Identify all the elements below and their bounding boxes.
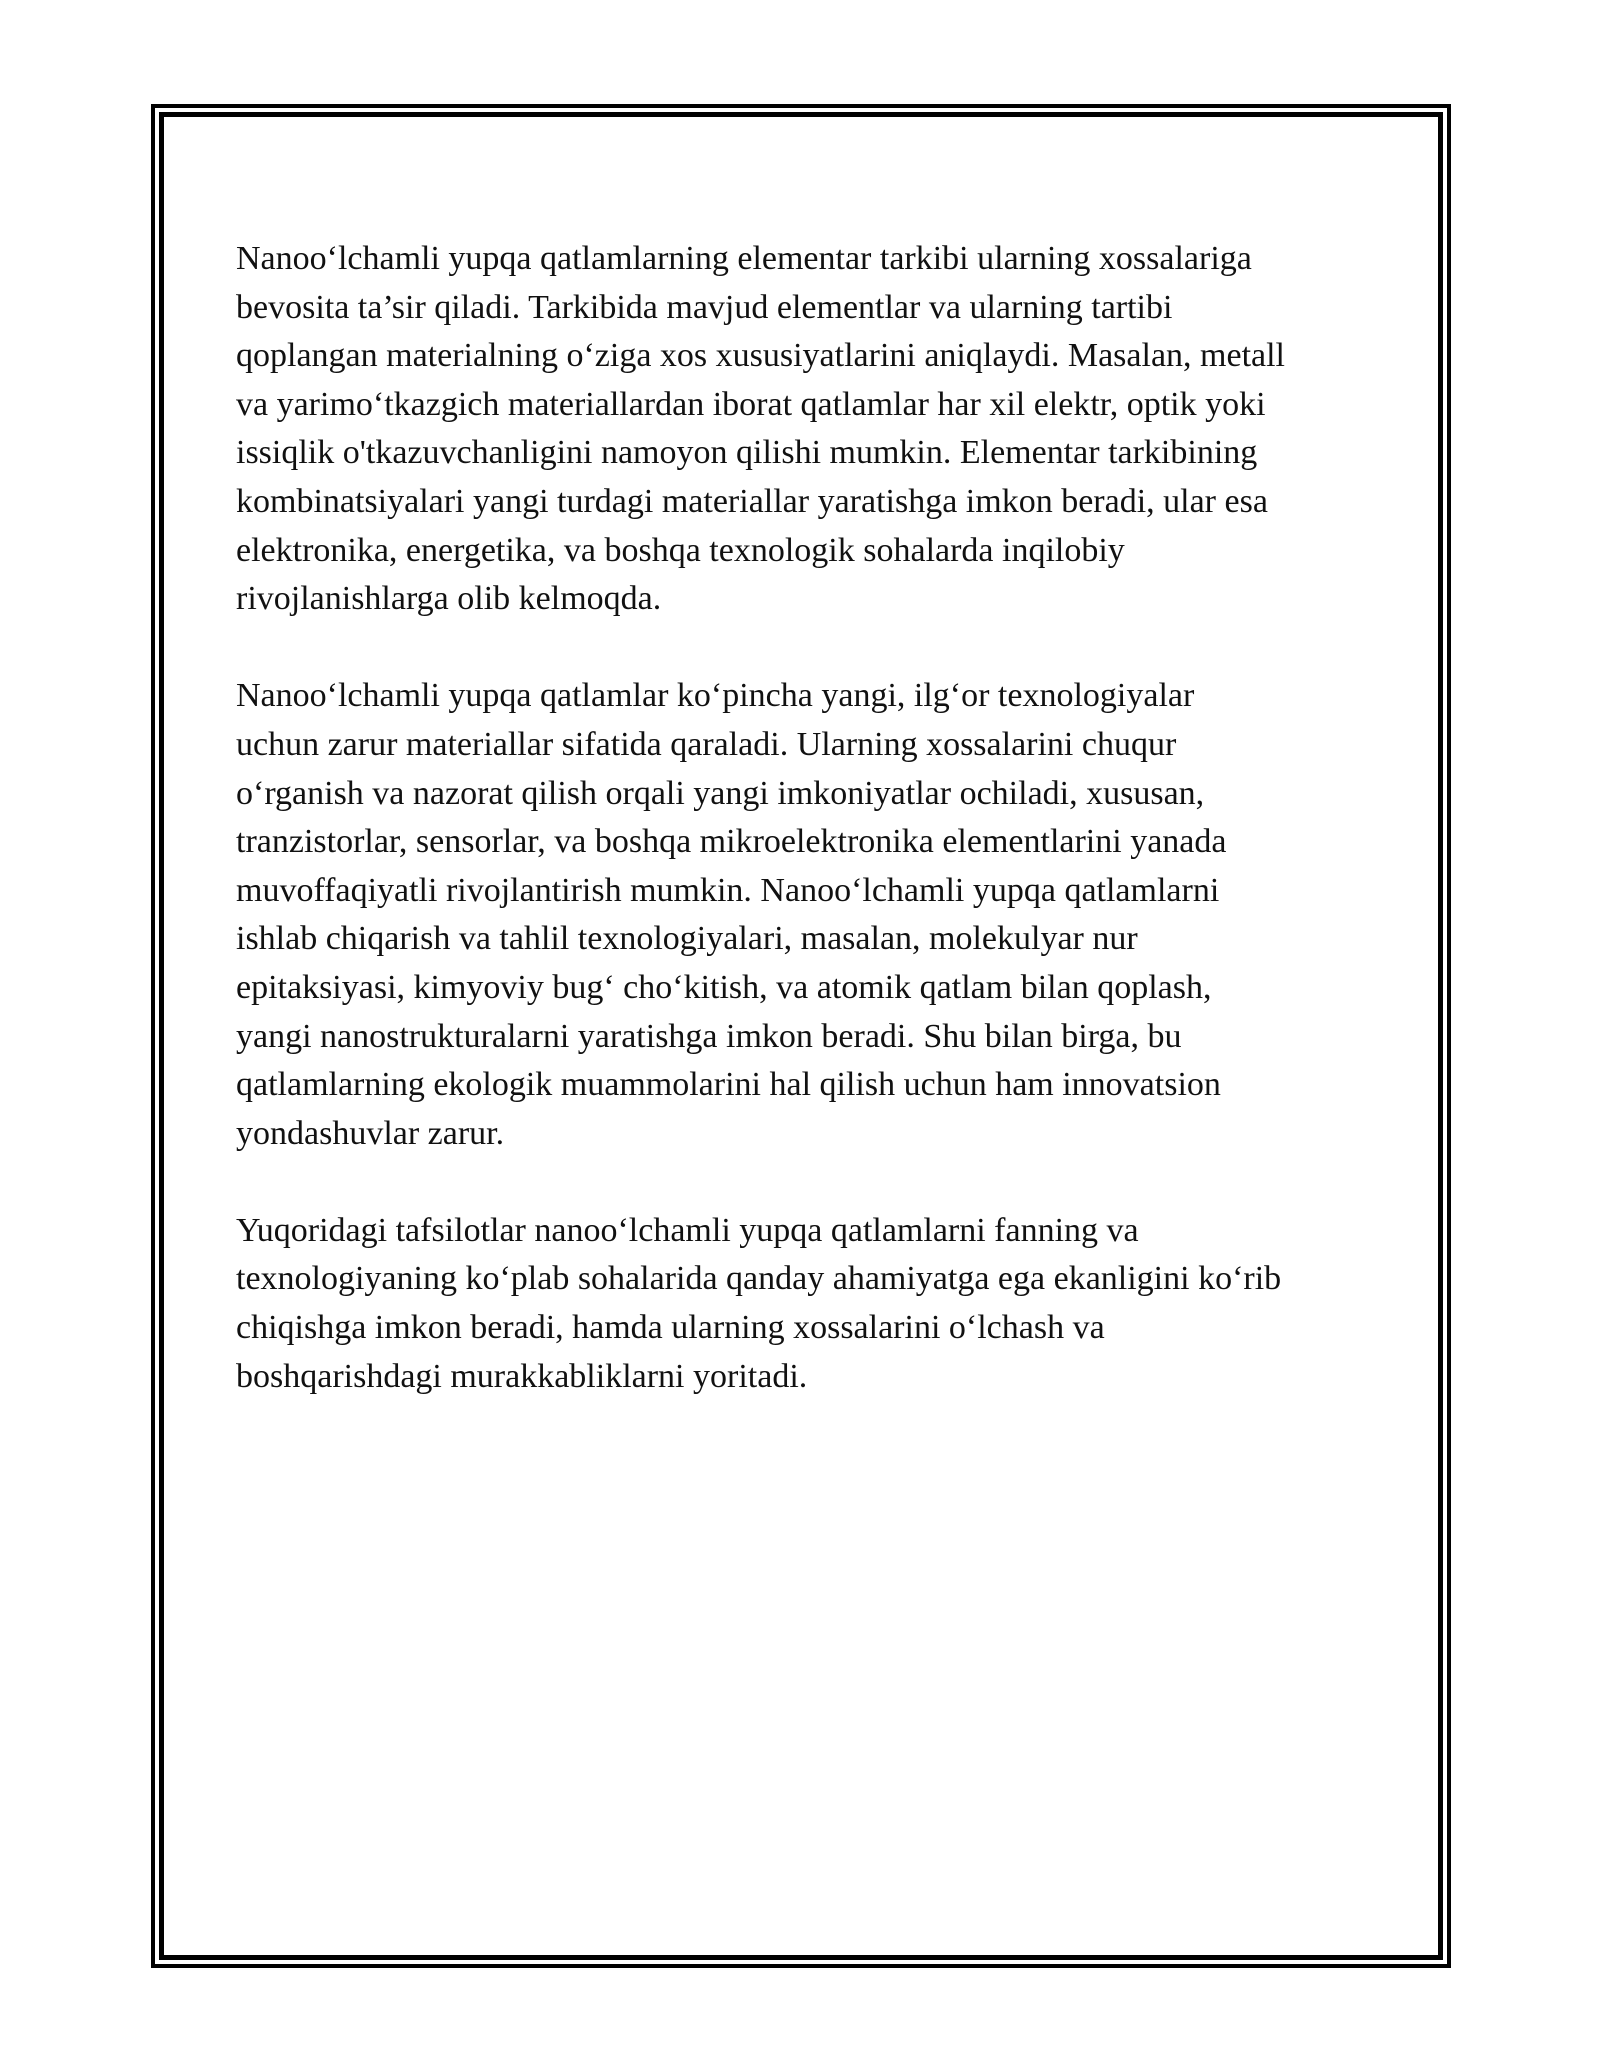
paragraph-conclusion (236, 1207, 1382, 1401)
paragraph-line: rivojlanishlarga olib kelmoqda. (236, 580, 662, 618)
paragraph-line: ishlab chiqarish va tahlil texnologiyalari, masalan, molekulyar nur (236, 920, 1138, 958)
paragraph-line: va yarimo‘tkazgich materiallardan iborat qatlamlar har xil elektr, optik yoki (236, 385, 1266, 423)
paragraph-line: yangi nanostrukturalarni yaratishga imkon beradi. Shu bilan birga, bu (236, 1017, 1182, 1055)
paragraph-line: muvoffaqiyatli rivojlantirish mumkin. Nanoo‘lchamli yupqa qatlamlarni (236, 871, 1220, 909)
paragraph-line: issiqlik o'tkazuvchanligini namoyon qilishi mumkin. Elementar tarkibining (236, 434, 1258, 472)
paragraph-line: Nanoo‘lchamli yupqa qatlamlarning elementar tarkibi ularning xossalariga (236, 240, 1252, 277)
paragraph-line: Yuqoridagi tafsilotlar nanoo‘lchamli yupqa qatlamlarni fanning va (236, 1211, 1139, 1249)
paragraph-line: tranzistorlar, sensorlar, va boshqa mikroelektronika elementlarini yanada (236, 823, 1227, 861)
document-body (236, 235, 1382, 1450)
paragraph-line: elektronika, energetika, va boshqa texnologik sohalarda inqilobiy (236, 531, 1125, 569)
paragraph-line: uchun zarur materiallar sifatida qaraladi. Ularning xossalarini chuqur (236, 725, 1177, 763)
paragraph-line: qoplangan materialning o‘ziga xos xususiyatlarini aniqlaydi. Masalan, metall (236, 337, 1286, 375)
paragraph-line: qatlamlarning ekologik muammolarini hal qilish uchun ham innovatsion (236, 1066, 1221, 1104)
paragraph-line: Nanoo‘lchamli yupqa qatlamlar ko‘pincha yangi, ilg‘or texnologiyalar (236, 677, 1195, 715)
paragraph-elemental-composition (236, 235, 1382, 624)
paragraph-line: bevosita ta’sir qiladi. Tarkibida mavjud elementlar va ularning tartibi (236, 288, 1173, 326)
paragraph-line: epitaksiyasi, kimyoviy bug‘ cho‘kitish, va atomik qatlam bilan qoplash, (236, 968, 1212, 1006)
paragraph-line: yondashuvlar zarur. (236, 1114, 505, 1152)
paragraph-line: boshqarishdagi murakkabliklarni yoritadi. (236, 1357, 808, 1395)
paragraph-line: chiqishga imkon beradi, hamda ularning xossalarini o‘lchash va (236, 1309, 1105, 1347)
paragraph-line: texnologiyaning ko‘plab sohalarida qanday ahamiyatga ega ekanligini ko‘rib (236, 1260, 1282, 1298)
paragraph-advanced-technologies (236, 672, 1382, 1158)
paragraph-line: kombinatsiyalari yangi turdagi materiallar yaratishga imkon beradi, ular esa (236, 482, 1268, 520)
paragraph-line: o‘rganish va nazorat qilish orqali yangi imkoniyatlar ochiladi, xususan, (236, 774, 1205, 812)
